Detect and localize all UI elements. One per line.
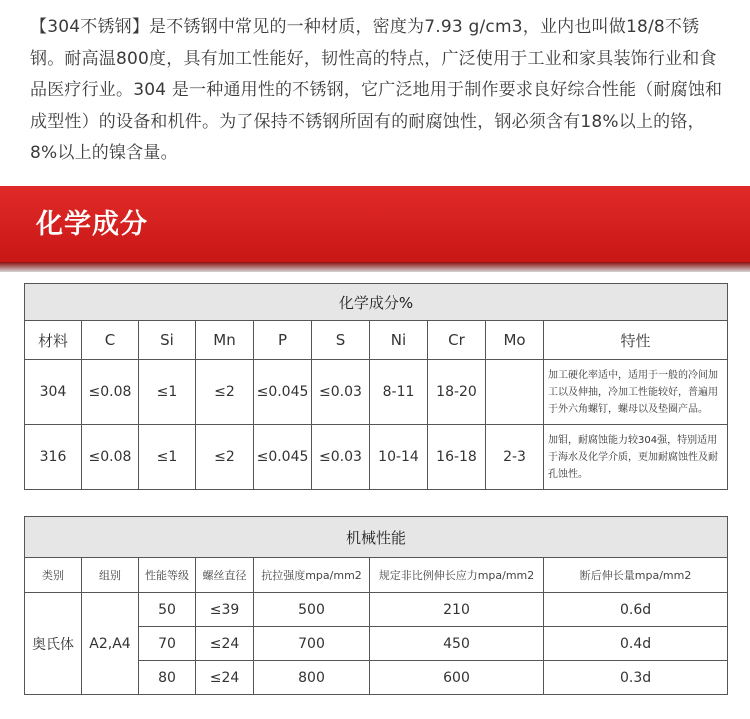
chem-header-properties: 特性 xyxy=(544,321,728,360)
cell-c: ≤0.08 xyxy=(82,425,139,490)
table-row xyxy=(25,360,728,425)
cell-diameter: ≤24 xyxy=(196,661,254,695)
cell-s: ≤0.03 xyxy=(312,425,370,490)
cell-material: 304 xyxy=(25,360,82,425)
cell-category: 奥氏体 xyxy=(25,593,82,695)
chem-header-ni: Ni xyxy=(370,321,428,360)
mech-header-elongation: 断后伸长量mpa/mm2 xyxy=(544,558,728,593)
chem-header-si: Si xyxy=(139,321,196,360)
mech-header-grade: 性能等级 xyxy=(139,558,196,593)
cell-mn: ≤2 xyxy=(196,425,254,490)
cell-grade: 70 xyxy=(139,627,196,661)
chem-header-mo: Mo xyxy=(486,321,544,360)
cell-p: ≤0.045 xyxy=(254,360,312,425)
table-row xyxy=(25,593,728,627)
chemical-composition-table xyxy=(24,283,728,490)
cell-mo xyxy=(486,360,544,425)
chem-header-material: 材料 xyxy=(25,321,82,360)
banner-shadow xyxy=(0,262,750,272)
table-row xyxy=(25,425,728,490)
cell-mo: 2-3 xyxy=(486,425,544,490)
cell-properties: 加钼，耐腐蚀能力较304强，特别适用于海水及化学介质，更加耐腐蚀性及耐孔蚀性。 xyxy=(544,425,728,490)
chem-table-caption: 化学成分% xyxy=(25,284,728,321)
cell-mn: ≤2 xyxy=(196,360,254,425)
cell-material: 316 xyxy=(25,425,82,490)
cell-diameter: ≤39 xyxy=(196,593,254,627)
cell-c: ≤0.08 xyxy=(82,360,139,425)
cell-elongation: 0.4d xyxy=(544,627,728,661)
chem-header-c: C xyxy=(82,321,139,360)
chem-header-s: S xyxy=(312,321,370,360)
cell-yield: 450 xyxy=(370,627,544,661)
mech-header-group: 组别 xyxy=(82,558,139,593)
cell-s: ≤0.03 xyxy=(312,360,370,425)
cell-si: ≤1 xyxy=(139,360,196,425)
cell-ni: 10-14 xyxy=(370,425,428,490)
chem-header-mn: Mn xyxy=(196,321,254,360)
cell-ni: 8-11 xyxy=(370,360,428,425)
banner-title: 化学成分 xyxy=(36,209,148,240)
mech-header-diameter: 螺丝直径 xyxy=(196,558,254,593)
intro-paragraph: 【304不锈钢】是不锈钢中常见的一种材质，密度为7.93 g/cm3，业内也叫做18/8不锈钢。耐高温800度，具有加工性能好，韧性高的特点，广泛使用于工业和家具装饰行业和食品医疗行业。304 是一种通用性的不锈钢，它广泛地用于制作要求良好综合性能（耐腐蚀和成型性）的设备和机件。为了保持不锈钢所固有的耐腐蚀性，钢必须含有18%以上的铬，8%以上的镍含量。 xyxy=(30,17,723,163)
mech-table-caption: 机械性能 xyxy=(25,517,728,558)
cell-elongation: 0.6d xyxy=(544,593,728,627)
mechanical-properties-table xyxy=(24,516,728,695)
chem-header-p: P xyxy=(254,321,312,360)
mech-header-tensile: 抗拉强度mpa/mm2 xyxy=(254,558,370,593)
cell-p: ≤0.045 xyxy=(254,425,312,490)
chem-header-cr: Cr xyxy=(428,321,486,360)
cell-yield: 600 xyxy=(370,661,544,695)
cell-diameter: ≤24 xyxy=(196,627,254,661)
cell-elongation: 0.3d xyxy=(544,661,728,695)
cell-cr: 16-18 xyxy=(428,425,486,490)
cell-grade: 80 xyxy=(139,661,196,695)
cell-grade: 50 xyxy=(139,593,196,627)
cell-properties: 加工硬化率适中，适用于一般的冷间加工以及伸抽，冷加工性能较好，普遍用于外六角螺钉，螺母以及垫圈产品。 xyxy=(544,360,728,425)
section-banner xyxy=(0,186,750,262)
cell-cr: 18-20 xyxy=(428,360,486,425)
cell-tensile: 800 xyxy=(254,661,370,695)
cell-si: ≤1 xyxy=(139,425,196,490)
mech-header-category: 类别 xyxy=(25,558,82,593)
mech-header-yield: 规定非比例伸长应力mpa/mm2 xyxy=(370,558,544,593)
cell-yield: 210 xyxy=(370,593,544,627)
cell-tensile: 500 xyxy=(254,593,370,627)
cell-tensile: 700 xyxy=(254,627,370,661)
cell-group: A2,A4 xyxy=(82,593,139,695)
